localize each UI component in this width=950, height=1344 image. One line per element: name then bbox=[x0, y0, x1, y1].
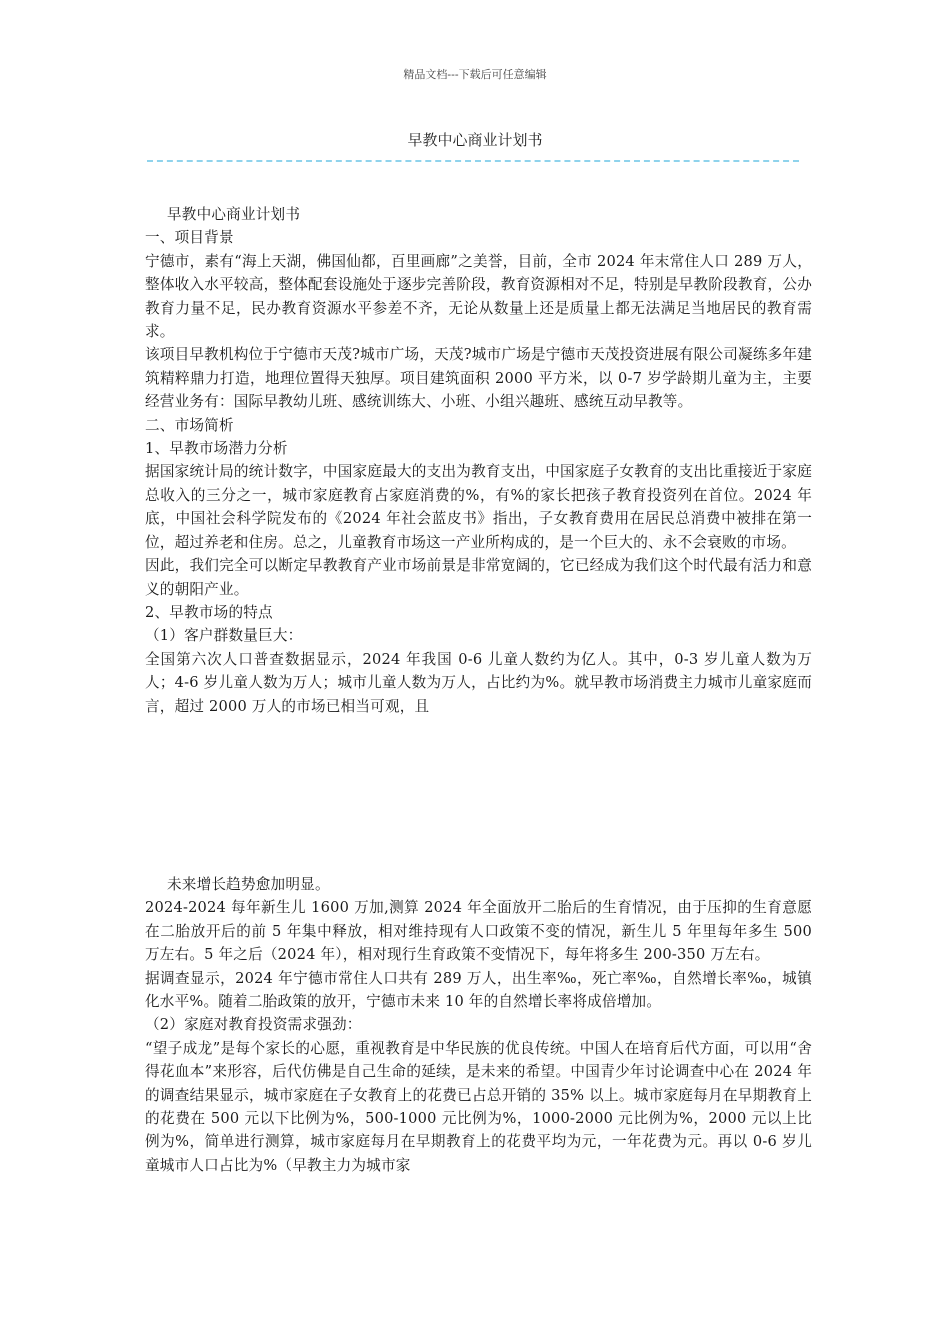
heading-market-analysis: 二、市场简析 bbox=[145, 416, 234, 434]
subheading-education-investment: （2）家庭对教育投资需求强劲： bbox=[145, 1016, 362, 1034]
paragraph: 因此，我们完全可以断定早教教育产业市场前景是非常宽阔的，它已经成为我们这个时代最有活力和意义的朝阳产业。 bbox=[145, 557, 812, 598]
paragraph: 该项目早教机构位于宁德市天茂?城市广场，天茂?城市广场是宁德市天茂投资进展有限公司凝练多年建筑精粹鼎力打造，地理位置得天独厚。项目建筑面积 2000 平方米，以 0-7 岁学龄期儿童为主，主要经营业务有：国际早教幼儿班、感统训练大、小班、小组兴趣班、感统互动早教等。 bbox=[145, 346, 812, 411]
section-heading-title: 早教中心商业计划书 bbox=[167, 206, 301, 223]
paragraph: 据国家统计局的统计数字，中国家庭最大的支出为教育支出，中国家庭子女教育的支出比重接近于家庭总收入的三分之一，城市家庭教育占家庭消费的%，有%的家长把孩子教育投资列在首位。2024 年底，中国社会科学院发布的《2024 年社会蓝皮书》指出，子女教育费用在居民总消费中被排在第一位，超过养老和住房。总之，儿童教育市场这一产业所构成的，是一个巨大的、永不会衰败的市场。 bbox=[145, 463, 812, 551]
dashed-divider bbox=[147, 160, 799, 162]
paragraph: 宁德市，素有“海上天湖，佛国仙都，百里画廊”之美誉，目前，全市 2024 年末常住人口 289 万人，整体收入水平较高，整体配套设施处于逐步完善阶段，教育资源相对不足，特别是早教阶段教育，公办教育力量不足，民办教育资源水平参差不齐，无论从数量上还是质量上都无法满足当地居民的教育需求。 bbox=[145, 252, 812, 341]
heading-project-background: 一、项目背景 bbox=[145, 229, 234, 247]
header-note: 精品文档---下载后可任意编辑 bbox=[403, 68, 547, 81]
paragraph: 据调查显示，2024 年宁德市常住人口共有 289 万人，出生率‰，死亡率‰，自然增长率‰，城镇化水平%。随着二胎政策的放开，宁德市未来 10 年的自然增长率将成倍增加。 bbox=[145, 969, 812, 1011]
paragraph: 全国第六次人口普查数据显示，2024 年我国 0-6 儿童人数约为亿人。其中，0-3 岁儿童人数为万人；4-6 岁儿童人数为万人；城市儿童人数为万人，占比约为%。就早教市场消费主力城市儿童家庭而言，超过 2000 万人的市场已相当可观，且 bbox=[145, 650, 812, 715]
paragraph: “望子成龙”是每个家长的心愿，重视教育是中华民族的优良传统。中国人在培育后代方面，可以用“舍得花血本”来形容，后代仿佛是自己生命的延续，是未来的希望。中国青少年讨论调查中心在 2024 年的调查结果显示，城市家庭在子女教育上的花费已占总开销的 35% 以上。城市家庭每月在早期教育上的花费在 500 元以下比例为%，500-1000 元比例为%，1000-2000 元比例为%，2000 元以上比例为%，简单进行测算，城市家庭每月在早期教育上的花费平均为元，一年花费为元。再以 0-6 岁儿童城市人口占比为%（早教主力为城市家 bbox=[145, 1039, 812, 1174]
subheading-market-features: 2、早教市场的特点 bbox=[145, 603, 273, 621]
subheading-market-potential: 1、早教市场潜力分析 bbox=[145, 440, 288, 458]
document-title: 早教中心商业计划书 bbox=[407, 131, 543, 149]
paragraph: 2024-2024 每年新生儿 1600 万加,测算 2024 年全面放开二胎后的生育情况，由于压抑的生育意愿在二胎放开后的前 5 年集中释放，相对维持现有人口政策不变的情况，新生儿 5 年里每年多生 500 万左右。5 年之后（2024 年），相对现行生育政策不变情况下，每年将多生 200-350 万左右。 bbox=[145, 899, 812, 964]
page-body-section-1 bbox=[145, 203, 812, 718]
paragraph-continuation: 未来增长趋势愈加明显。 bbox=[167, 876, 330, 893]
page-body-section-2 bbox=[145, 873, 812, 1177]
subheading-customer-base: （1）客户群数量巨大： bbox=[145, 627, 303, 645]
